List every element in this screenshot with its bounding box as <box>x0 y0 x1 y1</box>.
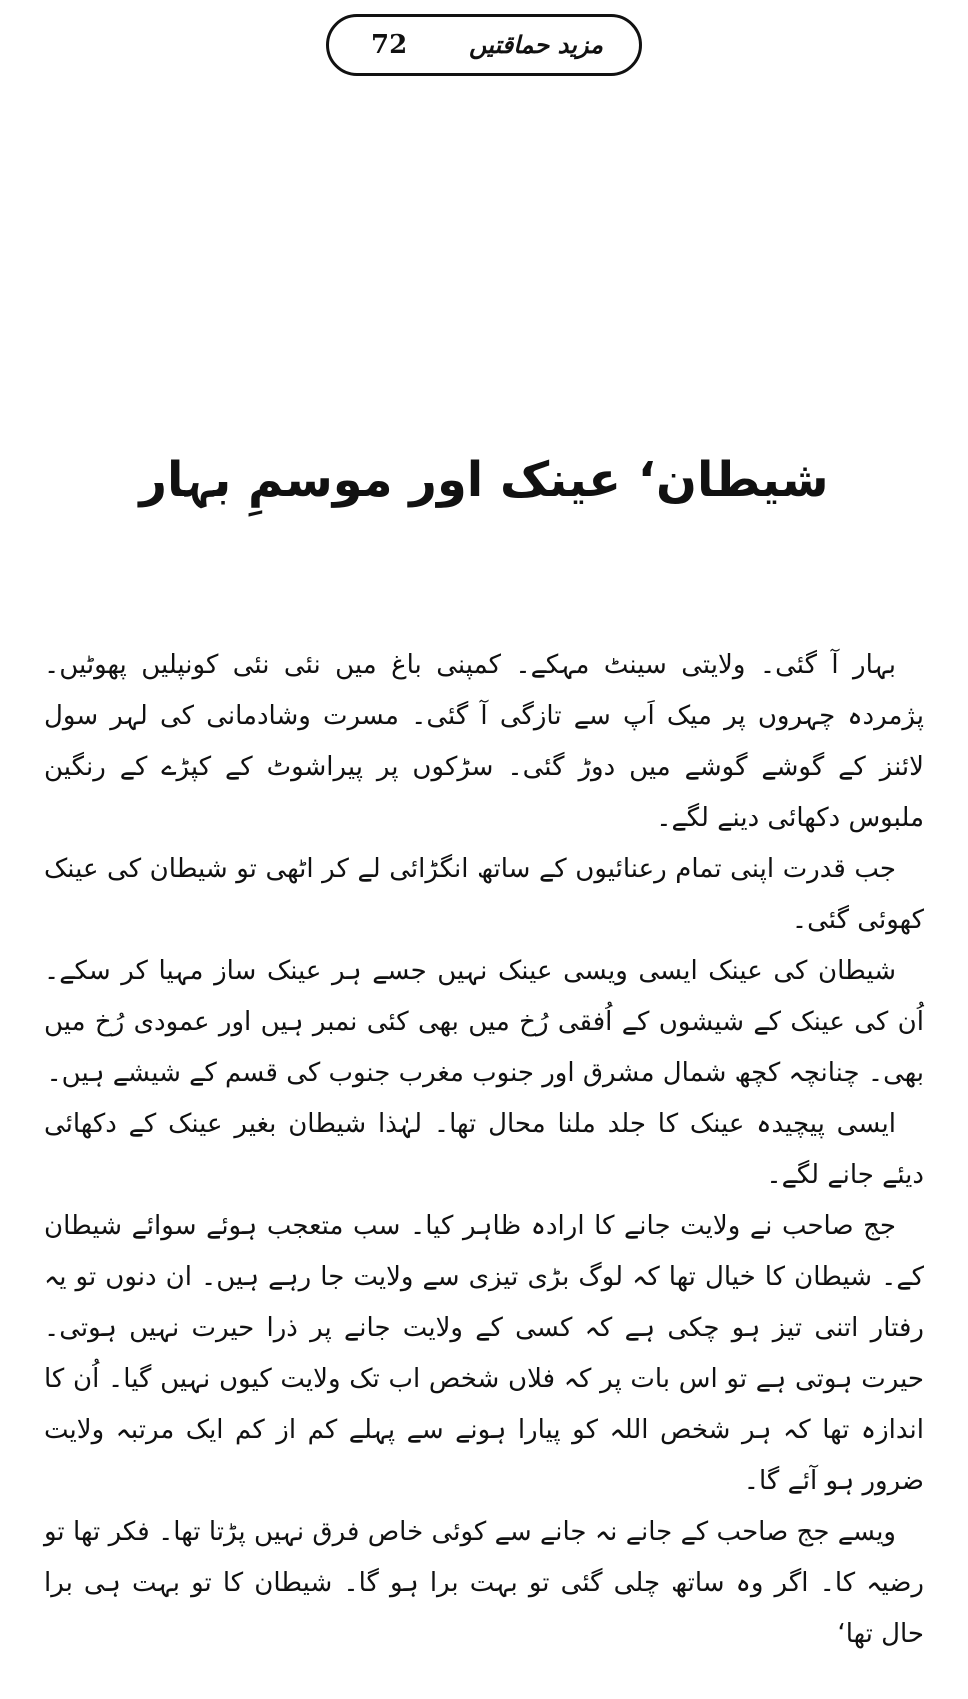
paragraph-4: ایسی پیچیدہ عینک کا جلد ملنا محال تھا۔ لہٰذا شیطان بغیر عینک کے دکھائی دیئے جانے لگے۔ <box>44 1109 924 1190</box>
paragraph-6: ویسے جج صاحب کے جانے نہ جانے سے کوئی خاص فرق نہیں پڑتا تھا۔ فکر تھا تو رضیہ کا۔ اگر وہ ساتھ چلی گئی تو بہت برا ہو گا۔ شیطان کا تو بہت ہی برا حال تھا‘ <box>44 1517 924 1649</box>
paragraph-5: جج صاحب نے ولایت جانے کا ارادہ ظاہر کیا۔ سب متعجب ہوئے سوائے شیطان کے۔ شیطان کا خیال تھا کہ لوگ بڑی تیزی سے ولایت جا رہے ہیں۔ ان دنوں تو یہ رفتار اتنی تیز ہو چکی ہے کہ کسی کے ولایت جانے پر ذرا حیرت نہیں ہوتی۔ حیرت ہوتی ہے تو اس بات پر کہ فلاں شخص اب تک ولایت کیوں نہیں گیا۔ اُن کا اندازہ تھا کہ ہر شخص اللہ کو پیارا ہونے سے پہلے کم از کم ایک مرتبہ ولایت ضرور ہو آئے گا۔ <box>44 1211 924 1496</box>
chapter-body <box>44 640 924 1660</box>
paragraph-1: بہار آ گئی۔ ولایتی سینٹ مہکے۔ کمپنی باغ میں نئی نئی کونپلیں پھوٹیں۔ پژمردہ چہروں پر میک اَپ سے تازگی آ گئی۔ مسرت وشادمانی کی لہر سول لائنز کے گوشے گوشے میں دوڑ گئی۔ سڑکوں پر پیراشوٹ کے کپڑے کے رنگین ملبوس دکھائی دینے لگے۔ <box>44 650 924 833</box>
running-title: مزید حماقتیں <box>469 31 603 59</box>
paragraph-3: شیطان کی عینک ایسی ویسی عینک نہیں جسے ہر عینک ساز مہیا کر سکے۔ اُن کی عینک کے شیشوں کے اُفقی رُخ میں بھی کئی نمبر ہیں اور عمودی رُخ میں بھی۔ چنانچہ کچھ شمال مشرق اور جنوب مغرب جنوب کی قسم کے شیشے ہیں۔ <box>44 956 924 1088</box>
chapter-title: شیطان‘ عینک اور موسمِ بہار <box>139 452 829 508</box>
paragraph-2: جب قدرت اپنی تمام رعنائیوں کے ساتھ انگڑائی لے کر اٹھی تو شیطان کی عینک کھوئی گئی۔ <box>44 854 924 935</box>
page-header <box>326 14 642 76</box>
page-number: 72 <box>371 30 408 60</box>
